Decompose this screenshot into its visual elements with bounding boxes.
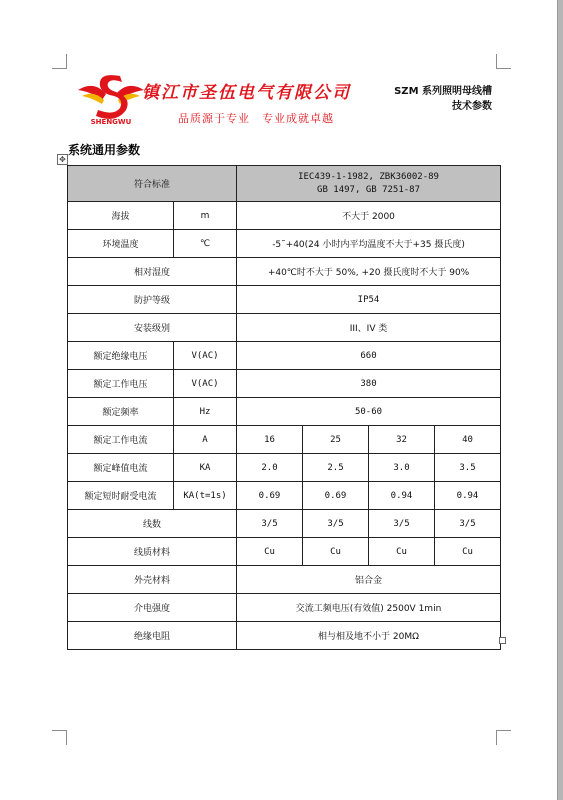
- crop-mark-top-left: [52, 54, 67, 69]
- row-value: -5˜+40(24 小时内平均温度不大于+35 摄氏度): [237, 230, 501, 258]
- table-row: [68, 482, 501, 510]
- row-value: IP54: [237, 286, 501, 314]
- row-unit: m: [174, 202, 237, 230]
- row-unit: V(AC): [174, 370, 237, 398]
- row-value: 不大于 2000: [237, 202, 501, 230]
- table-resize-handle[interactable]: [499, 637, 506, 644]
- standard-cell: [237, 166, 501, 202]
- table-row: [68, 454, 501, 482]
- row-value: 0.69: [303, 482, 369, 510]
- document-title-line2: 技术参数: [452, 101, 492, 112]
- row-value: 相与相及地不小于 20MΩ: [237, 622, 501, 650]
- table-row: [68, 594, 501, 622]
- row-label: 额定短时耐受电流: [68, 482, 174, 510]
- row-value: 3.5: [435, 454, 501, 482]
- table-move-handle-icon[interactable]: ✥: [57, 154, 68, 165]
- row-unit: ℃: [174, 230, 237, 258]
- row-value: 32: [369, 426, 435, 454]
- row-value: Cu: [303, 538, 369, 566]
- row-label: 线数: [68, 510, 237, 538]
- company-logo-icon: [76, 70, 146, 126]
- row-value: 3/5: [369, 510, 435, 538]
- row-label: 介电强度: [68, 594, 237, 622]
- row-label: 额定频率: [68, 398, 174, 426]
- row-unit: KA: [174, 454, 237, 482]
- row-value: 3/5: [303, 510, 369, 538]
- row-value: 0.69: [237, 482, 303, 510]
- row-label: 防护等级: [68, 286, 237, 314]
- table-row: [68, 166, 501, 202]
- row-unit: KA(t=1s): [174, 482, 237, 510]
- row-value: 380: [237, 370, 501, 398]
- row-value: 2.0: [237, 454, 303, 482]
- row-label: 绝缘电阻: [68, 622, 237, 650]
- row-value: 交流工频电压(有效值) 2500V 1min: [237, 594, 501, 622]
- row-label: 安装级别: [68, 314, 237, 342]
- table-row: [68, 286, 501, 314]
- row-label: 相对湿度: [68, 258, 237, 286]
- row-value: 0.94: [435, 482, 501, 510]
- row-value: III、IV 类: [237, 314, 501, 342]
- row-label: 额定峰值电流: [68, 454, 174, 482]
- table-row: [68, 510, 501, 538]
- table-row: [68, 258, 501, 286]
- spec-table: [67, 165, 501, 650]
- logo-brand-text: SHENGWU: [90, 118, 132, 126]
- crop-mark-top-right: [496, 54, 511, 69]
- row-value: Cu: [237, 538, 303, 566]
- row-value: 16: [237, 426, 303, 454]
- row-label: 外壳材料: [68, 566, 237, 594]
- row-label: 额定工作电压: [68, 370, 174, 398]
- table-row: [68, 566, 501, 594]
- document-title: [394, 84, 492, 114]
- table-row: [68, 314, 501, 342]
- table-row: [68, 202, 501, 230]
- row-value: 40: [435, 426, 501, 454]
- table-row: [68, 398, 501, 426]
- row-label: 线质材料: [68, 538, 237, 566]
- row-value: Cu: [369, 538, 435, 566]
- row-value: 25: [303, 426, 369, 454]
- row-value: Cu: [435, 538, 501, 566]
- row-label: 海拔: [68, 202, 174, 230]
- table-row: [68, 426, 501, 454]
- row-label: 额定绝缘电压: [68, 342, 174, 370]
- row-value: 铝合金: [237, 566, 501, 594]
- row-unit: Hz: [174, 398, 237, 426]
- table-row: [68, 538, 501, 566]
- crop-mark-bottom-left: [52, 730, 67, 745]
- row-value: 660: [237, 342, 501, 370]
- row-value: +40℃时不大于 50%, +20 摄氏度时不大于 90%: [237, 258, 501, 286]
- row-value: 3/5: [237, 510, 303, 538]
- section-title: 系统通用参数: [68, 143, 141, 157]
- standard-line1: IEC439-1-1982, ZBK36002-89: [298, 171, 439, 182]
- table-row: [68, 342, 501, 370]
- row-value: 3.0: [369, 454, 435, 482]
- crop-mark-bottom-right: [496, 730, 511, 745]
- row-value: 50-60: [237, 398, 501, 426]
- table-row: [68, 370, 501, 398]
- standard-line2: GB 1497, GB 7251-87: [317, 184, 420, 195]
- table-row: [68, 230, 501, 258]
- row-value: 2.5: [303, 454, 369, 482]
- table-row: [68, 622, 501, 650]
- row-label: 符合标准: [68, 166, 237, 202]
- row-value: 0.94: [369, 482, 435, 510]
- row-unit: A: [174, 426, 237, 454]
- company-name: 镇江市圣伍电气有限公司: [142, 83, 351, 103]
- document-title-line1: SZM 系列照明母线槽: [394, 86, 492, 97]
- company-slogan: 品质源于专业 专业成就卓越: [178, 112, 334, 125]
- row-label: 环境温度: [68, 230, 174, 258]
- row-value: 3/5: [435, 510, 501, 538]
- row-label: 额定工作电流: [68, 426, 174, 454]
- row-unit: V(AC): [174, 342, 237, 370]
